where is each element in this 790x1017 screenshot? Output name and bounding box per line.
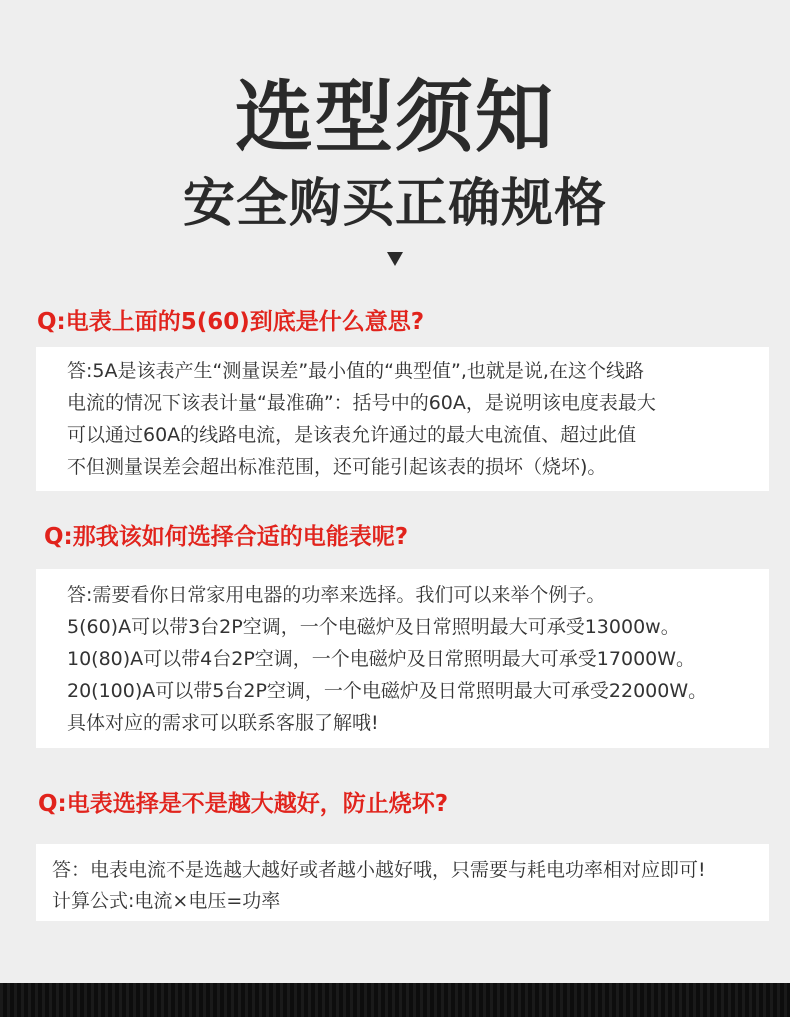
answer-box-3 <box>36 844 769 921</box>
answer-1-line-3: 可以通过60A的线路电流，是该表允许通过的最大电流值、超过此值 <box>67 424 637 446</box>
question-3: Q:电表选择是不是越大越好，防止烧坏? <box>38 791 449 817</box>
answer-2-line-4: 20(100)A可以带5台2P空调，一个电磁炉及日常照明最大可承受22000W。 <box>67 680 708 702</box>
answer-box-1 <box>36 347 769 491</box>
answer-box-2 <box>36 569 769 748</box>
answer-2-line-3: 10(80)A可以带4台2P空调，一个电磁炉及日常照明最大可承受17000W。 <box>67 648 696 670</box>
answer-3-line-1: 答：电表电流不是选越大越好或者越小越好哦，只需要与耗电功率相对应即可! <box>52 859 706 881</box>
page-subtitle: 安全购买正确规格 <box>182 174 607 234</box>
question-2: Q:那我该如何选择合适的电能表呢? <box>44 524 409 550</box>
answer-1-line-1: 答:5A是该表产生“测量误差”最小值的“典型值”,也就是说,在这个线路 <box>67 360 644 382</box>
answer-3-line-2: 计算公式:电流×电压=功率 <box>52 890 281 912</box>
answer-2-line-1: 答:需要看你日常家用电器的功率来选择。我们可以来举个例子。 <box>67 584 606 606</box>
answer-2-line-2: 5(60)A可以带3台2P空调，一个电磁炉及日常照明最大可承受13000w。 <box>67 616 680 638</box>
footer-strip <box>0 983 790 1017</box>
answer-2-line-5: 具体对应的需求可以联系客服了解哦! <box>67 712 379 734</box>
question-1: Q:电表上面的5(60)到底是什么意思? <box>37 309 425 335</box>
page-title: 选型须知 <box>234 73 555 163</box>
answer-1-line-2: 电流的情况下该表计量“最准确”：括号中的60A，是说明该电度表最大 <box>67 392 656 414</box>
down-triangle-icon <box>387 252 403 266</box>
answer-1-line-4: 不但测量误差会超出标准范围，还可能引起该表的损坏（烧坏)。 <box>67 456 607 478</box>
